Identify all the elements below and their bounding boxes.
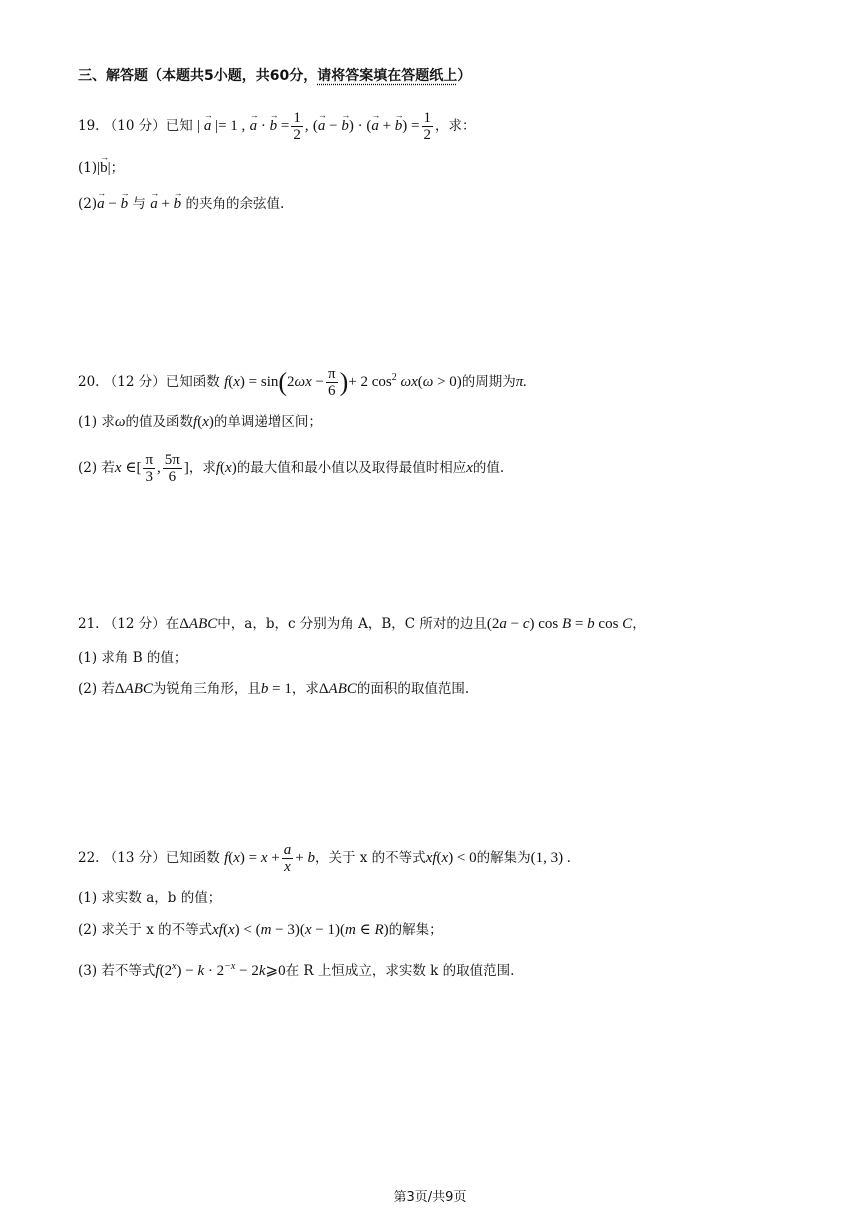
formula-f-definition-22: f(x) = x + $\frac{a}{x}$ + b [224, 842, 315, 875]
question-22: 22. （13 分）已知函数 f(x) = x + $\frac{a}{x}$ + b，关于 x 的不等式xf(x) < 0的解集为(1, 3) . [78, 842, 571, 875]
page-footer: 第3页/共9页 [393, 1190, 467, 1205]
formula-inequality-k: $f(2^x) - k \cdot 2^{-x}$ − 2k⩾0 [155, 961, 286, 979]
formula-omega: ω [114, 414, 126, 430]
instruction-emphasis: 请将答案填在答题纸上 [317, 68, 458, 84]
formula-x: x [466, 459, 473, 476]
formula-triangle-abc-2: ΔABC [114, 681, 153, 697]
formula-norm-a: | → a |= 1 , [197, 118, 245, 134]
formula-a-minus-b: → a − → b [97, 196, 128, 212]
question-22-part-2: (2) 求关于 x 的不等式xf(x) < (m − 3)(x − 1)(m ∈ R)的解集； [78, 922, 443, 938]
formula-dot-ab: → a · → b = $\frac{1}{2}$ , [250, 118, 309, 134]
question-20: 20. （12 分）已知函数 f(x) = sin(2ωx − $\frac{\pi}{6}$ )+ 2 $\cos^2 \omega x(\omega > 0)$的周期为π. [78, 366, 528, 399]
formula-inequality-m: xf(x) < (m − 3)(x − 1)(m ∈ R) [212, 922, 389, 938]
formula-dot-diff-sum: (→ a − → b) · (→ a + → b) = $\frac{1}{2}$ [313, 118, 435, 134]
question-20-part-2: (2) 若x ∈[ $\frac{\pi}{3}$ , $\frac{5\pi}{6}$ ]，求f(x)的最大值和最小值以及取得最值时相应x的值. [78, 452, 505, 485]
question-22-part-3: (3) 若不等式$f(2^x) - k \cdot 2^{-x}$ − 2k⩾0在 R 上恒成立，求实数 k 的取值范围. [78, 961, 515, 979]
formula-interval-1-3: (1, 3) . [530, 849, 571, 866]
formula-condition: (2a − c) cos B = b cos C [486, 616, 633, 632]
formula-pi: π. [515, 373, 528, 390]
formula-f-definition: f(x) = sin(2ωx − $\frac{\pi}{6}$ )+ 2 $\cos^2 \omega x(\omega > 0)$ [224, 366, 462, 399]
formula-a-plus-b: → a + → b [150, 196, 181, 212]
question-19-part-1: (1)|→ b|； [78, 158, 124, 178]
formula-fx: f(x) [193, 414, 214, 430]
question-21-part-1: (1) 求角 B 的值； [78, 650, 188, 666]
question-20-part-1: (1) 求ω的值及函数f(x)的单调递增区间； [78, 414, 322, 430]
formula-fx-2: f(x) [215, 459, 237, 476]
formula-norm-b: |→ b| [97, 160, 111, 176]
question-22-part-1: (1) 求实数 a，b 的值； [78, 890, 222, 906]
question-21: 21. （12 分）在ΔABC中，a，b，c 分别为角 A，B，C 所对的边且(2a − c) cos B = b cos C， [78, 616, 646, 632]
section-header: 三、解答题（本题共5小题，共60分，请将答案填在答题纸上） [78, 68, 472, 84]
formula-b-eq-1: b = 1 [260, 681, 292, 697]
question-19-part-2: (2)→ a − → b 与 → a + → b 的夹角的余弦值. [78, 194, 284, 214]
formula-x-interval: x ∈[ $\frac{\pi}{3}$ , $\frac{5\pi}{6}$ ] [114, 452, 189, 485]
formula-triangle-abc-3: ΔABC [318, 681, 357, 697]
formula-triangle-abc: ΔABC [179, 616, 218, 632]
question-19: 19. （10 分）已知 | → a |= 1 , → a · → b = $\frac{1}{2}$ , (→ a − → b) · (→ a + → b) = $\frac{1}{2}$ ，求： [78, 110, 476, 143]
question-21-part-2: (2) 若ΔABC为锐角三角形，且b = 1，求ΔABC的面积的取值范围. [78, 681, 470, 697]
formula-xfx-lt-0: xf(x) < 0 [425, 849, 477, 866]
